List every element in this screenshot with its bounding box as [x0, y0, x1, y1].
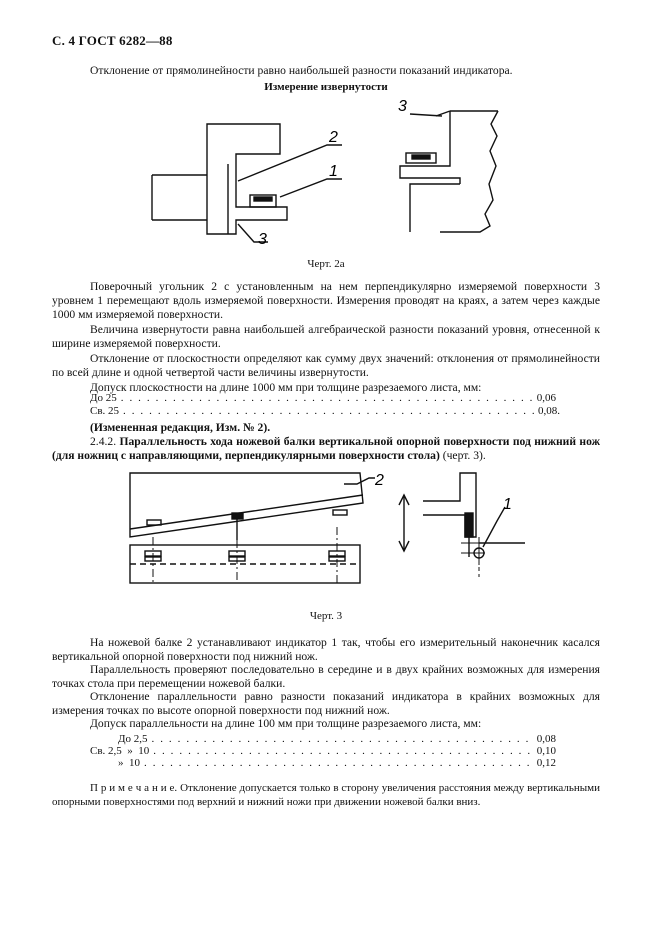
paragraph-indicator-setup: На ножевой балке 2 устанавливают индикатор 1 так, чтобы его измерительный наконечник касался вертикальной опорной поверхности под нижний нож.	[52, 636, 600, 664]
fig2a-label-3: 3	[258, 231, 267, 248]
fig3-leader-2	[344, 478, 375, 484]
section-2-4-2: 2.4.2. Параллельность хода ножевой балки вертикальной опорной поверхности под нижний нож (для ножниц с направляющими, перпендикулярными поверхности стола) (черт. 3).	[52, 435, 600, 463]
paragraph-parallelism-check: Параллельность проверяют последовательно в середине и в двух крайних возможных для измерения точках стола при перемещении ножевой балки.	[52, 663, 600, 691]
figure-2a	[140, 96, 560, 256]
fig3-side-indicator	[465, 513, 473, 537]
paragraph-procedure: Поверочный угольник 2 с установленным на нем перпендикулярно измеряемой поверхности 3 уровнем 1 перемещают вдоль измеряемой поверхности. Измерения проводят на краях, а затем через каждые 1000 мм измеряемой поверхности.	[52, 280, 600, 322]
tolerance-row: Св. 25 . . . 0,08.	[90, 405, 560, 417]
page-header: С. 4 ГОСТ 6282—88	[52, 33, 173, 48]
paragraph-flatness-tolerance: Допуск плоскостности на длине 1000 мм при толщине разрезаемого листа, мм:	[90, 381, 482, 394]
fig2a-arrow-3r	[436, 111, 450, 116]
paragraph-parallelism-deviation: Отклонение параллельности равно разности показаний индикатора в крайних возможных для измерения точках по высоте опорной поверхности под нижний нож.	[52, 690, 600, 718]
fig3-beam-edge	[130, 495, 363, 529]
fig2a-label-1: 1	[329, 163, 338, 180]
fig3-knife-beam	[130, 473, 363, 537]
fig2a-break-line	[440, 111, 498, 232]
fig2a-leader-2	[238, 145, 342, 181]
fig2a-label-2: 2	[329, 129, 338, 146]
paragraph-straightness: Отклонение от прямолинейности равно наибольшей разности показаний индикатора.	[90, 64, 513, 77]
paragraph-flatness: Отклонение от плоскостности определяют как сумму двух значений: отклонения от прямолинейности по всей длине и одной четвертой части величины извернутости.	[52, 352, 600, 380]
tolerance-row: До 2,5 . . . 0,08	[118, 733, 556, 745]
figure-3-caption: Черт. 3	[309, 610, 343, 622]
fig2a-square-right	[400, 111, 460, 184]
fig3-slot	[333, 510, 347, 515]
fig3-label-2: 2	[375, 472, 384, 489]
fig3-leader-1	[483, 507, 505, 547]
fig2a-label-3-right: 3	[398, 98, 407, 115]
fig3-indicator	[232, 513, 243, 519]
figure-2a-caption: Черт. 2а	[307, 258, 345, 270]
fig2a-square-2	[207, 124, 287, 234]
fig2a-surface-body	[410, 184, 460, 232]
note: П р и м е ч а н и е. Отклонение допускается только в сторону увеличения расстояния между вертикальными опорными поверхностями под верхний и нижний ножи при движении ножевой балки вниз.	[52, 782, 600, 809]
paragraph-twist-value: Величина извернутости равна наибольшей алгебраической разности показаний уровня, отнесенной к ширине измеряемой поверхности.	[52, 323, 600, 351]
fig2a-level-bubble	[254, 197, 272, 201]
fig2a-leader-1	[280, 179, 342, 197]
tolerance-row: » 10 . . . 0,12	[118, 757, 556, 769]
tolerance-row: Св. 2,5 » 10 . . . 0,10	[90, 745, 556, 757]
fig3-label-1: 1	[503, 496, 512, 513]
figure-3	[125, 465, 545, 595]
paragraph-parallelism-tolerance: Допуск параллельности на длине 100 мм при толщине разрезаемого листа, мм:	[90, 717, 482, 730]
fig2a-surface-rail	[152, 175, 207, 220]
tolerance-row: До 25 . . . 0,06	[90, 392, 556, 404]
edition-note: (Измененная редакция, Изм. № 2).	[90, 421, 271, 434]
section-title: Измерение извернутости	[264, 81, 388, 93]
